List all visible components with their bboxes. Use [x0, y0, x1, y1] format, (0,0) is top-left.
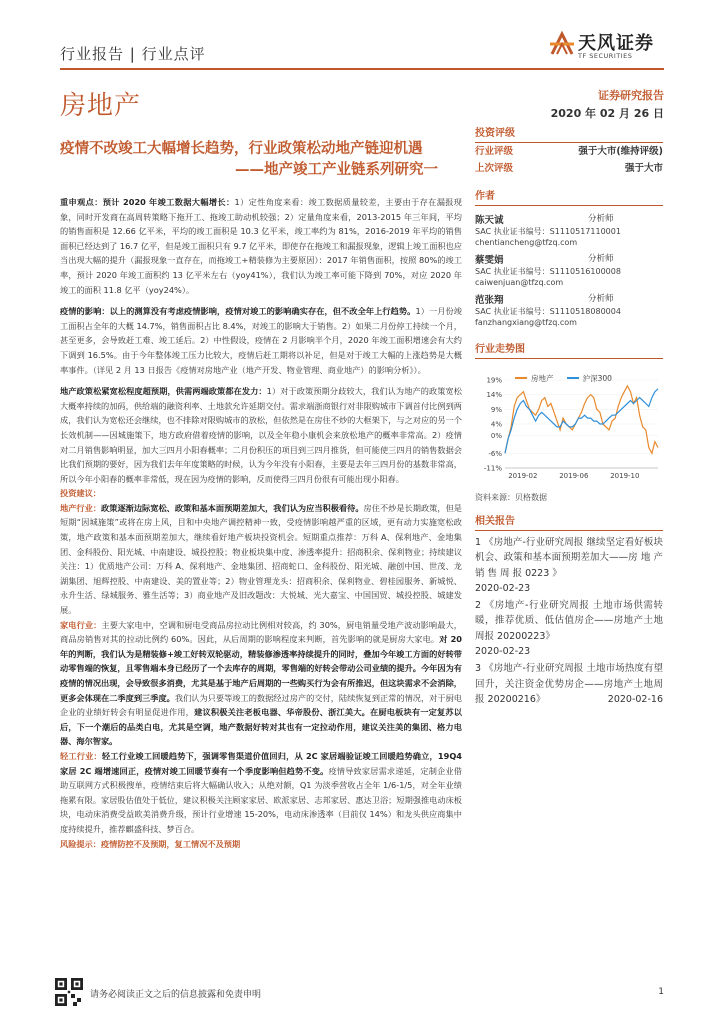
x-tick-label: 2019-10: [610, 472, 640, 480]
risk-text: 风险提示：疫情防控不及预期，复工情况不及预期: [60, 838, 241, 849]
report-body: [60, 195, 462, 858]
related-report-date: 2020-02-23: [475, 582, 531, 594]
lightindustry-bold: 轻工行业竣工回暖趋势下，强调零售渠道价值回归，从 2C 家居端验证竣工回暖趋势确立，19Q4 家居 2C 端增速回正，疫情对竣工回暖节奏有一个季度影响但趋势不变。: [60, 750, 462, 776]
rating-heading: 投资评级: [475, 128, 515, 139]
report-title: 疫情不改竣工大幅增长趋势，行业政策松动地产链迎机遇: [60, 141, 423, 157]
tf-logo-icon: [548, 30, 576, 60]
core-view-text: 1）定性角度来看：竣工数据质量较差，主要由于存在漏报现象，同时开发商在高周转策略下拖开工、拖竣工助动机较强；2）定量角度来看，2013-2015 年三年间，平均的销售面积是 12.66 亿平米，平均的竣工面积是 10.3 亿平米，竣工率约为 81%，2016-2019 年平均的销售面积已经达到了 16.7 亿平，但是竣工面积只有 9.7 亿平米，即使存在拖竣工和漏报现象，逻辑上竣工面积也应当出现大幅的提升（漏报现象一直存在，而拖竣工+精装修为主要原因）：2017 年销售面积，按照 80%的竣工率，预计 2020 年竣工面积约 13 亿平米左右（yoy41%），我们认为竣工率可能下降到 70%，对应 2020 年竣工的面积 11.8 亿平（yoy24%）。: [60, 197, 462, 295]
appliance-bold-a: 对 20 年的判断，我们认为是精装修+竣工好转双轮驱动，精装修渗透率持续提升的同时，叠加今年竣工方面的好转带动零售端的恢复，且零售端本身已经历了一个去库存的周期，零售端的好转会带动公司业绩的提升。今年因为有疫情的情况出现，会导致很多消费，尤其是基于地产后周期的一些购买行为会有所推迟，但这块需求不会消除，更多会体现在二季度到三季度。: [60, 634, 462, 703]
y-tick-label: -6%: [488, 449, 502, 458]
related-section: [475, 512, 663, 709]
policy-text: 1）对于政策预期分歧较大，我们认为地产的政策宽松大概率持续的加码，供给端的融资利率、土地款允许延期交付。需求端浙商银行对非限购城市下调首付比例到两成，我们认为宽松还会继续，也不排除对限购城市的放松，但依然是在房住不炒的大框架下，与之对应的另一个长效机制——因城施策下，地方政府借着疫情的影响，以及全年稳小康机会来放松地产的概率非常高。2）疫情对二月销售影响明显，加大三四月小阳春概率；二月份积压的项目到三四月推货，但可能使三四月的销售数据会比我们预期的要好，因为我们去年年度策略的时候，认为今年没有小阳春，主要是去年三四月份的基数非常高，所以今年小阳春的概率非常低，现在因为疫情的影响，反而使得三四月份很有可能出现小阳春。: [60, 386, 462, 484]
policy-lead: 地产政策松紧宽松程度超预期，供需两端政策都在发力：: [60, 386, 267, 397]
related-report-date: 2020-02-16: [607, 693, 663, 705]
authors-divider: [475, 205, 663, 206]
trend-heading: 行业走势图: [475, 344, 525, 355]
paragraph-realestate: [60, 501, 462, 618]
author-email[interactable]: chentiancheng@tfzq.com: [475, 238, 578, 247]
y-tick-label: 14%: [486, 391, 502, 400]
paragraph-policy: [60, 384, 462, 486]
author-entry: [475, 212, 663, 248]
related-report-date: 2020-02-23: [475, 646, 531, 658]
related-report[interactable]: [475, 535, 663, 596]
industry-rating-row: [475, 143, 663, 160]
industry-rating-label: 行业评级: [475, 146, 514, 157]
realestate-tag: 地产行业：: [60, 502, 102, 513]
paragraph-core-view: [60, 195, 462, 297]
author-email[interactable]: caiwenjuan@tfzq.com: [475, 278, 564, 287]
author-cert: SAC 执业证书编号：S1110517110001: [475, 227, 621, 236]
chart-source: 资料来源：贝格数据: [475, 493, 547, 502]
author-cert: SAC 执业证书编号：S1110518080004: [475, 307, 621, 316]
related-report[interactable]: [475, 598, 663, 659]
previous-rating-label: 上次评级: [475, 163, 514, 174]
rating-section: [475, 124, 663, 177]
lightindustry-tag: 轻工行业：: [60, 750, 102, 761]
company-logo: [548, 28, 668, 68]
author-role: 分析师: [588, 214, 614, 224]
lightindustry-text: 疫情导致家居需求递延，定制企业借助互联网方式积极搜单，疫情结束后将大幅确认收入；从绝对额，Q1 为淡季营收占全年 1/6-1/5，对全年业绩拖累有限。家居股估值处于低位，建议积极关注顾家家居、欧派家居、志邦家居、惠达卫浴；短期强推电动床板块，电动床消费受益欧美消费升级，预计行业增速 15-20%，电动床渗透率（目前仅 14%）和龙头供应商集中度持续提升，推荐麒盛科技、梦百合。: [60, 765, 462, 834]
author-role: 分析师: [588, 294, 614, 304]
y-tick-label: 19%: [486, 376, 502, 385]
paragraph-appliance: [60, 618, 462, 749]
related-report[interactable]: [475, 661, 663, 707]
author-entry: [475, 252, 663, 288]
appliance-text-a: 主要大家电中，空调和厨电受商品房拉动比例相对较高，约 30%，厨电销量受地产波动影响最大，商品房销售对其的拉动比例约 60%。因此，从后周期的影响程度来判断，首先影响的就是厨房大家电。: [60, 619, 462, 645]
report-category: 行业报告 | 行业点评: [60, 45, 206, 63]
series-line: [505, 389, 658, 454]
appliance-bold-b: 建议积极关注老板电器、华帝股份、浙江美大。在厨电板块有一定复苏以后，下一个潮后的品类白电，尤其是空调，地产数据好转对其也有一定拉动作用，建议关注美的集团、格力电器、海尔智家。: [60, 707, 462, 747]
disclaimer-text: 请务必阅读正文之后的信息披露和免责申明: [90, 990, 262, 1000]
x-tick-label: 2019-02: [508, 472, 538, 480]
x-tick-label: 2019-06: [559, 472, 589, 480]
logo-text: 天风证券: [578, 33, 654, 54]
page-number: 1: [658, 987, 664, 997]
related-divider: [475, 530, 663, 531]
previous-rating-value: 强于大市: [624, 163, 663, 174]
trend-divider: [475, 358, 663, 359]
author-cert: SAC 执业证书编号：S1110516100008: [475, 267, 621, 276]
y-tick-label: 9%: [490, 405, 502, 414]
trend-section: [475, 340, 663, 503]
author-role: 分析师: [588, 254, 614, 264]
report-date: 2020 年 02 月 26 日: [550, 107, 664, 120]
qr-code-icon: [55, 978, 83, 1006]
author-email[interactable]: fanzhangxiang@tfzq.com: [475, 318, 577, 327]
epidemic-lead: 疫情的影响：以上的测算没有考虑疫情影响，疫情对竣工的影响确实存在，但不改全年上行趋势。: [60, 306, 416, 317]
realestate-bold: 政策逐渐边际宽松、政策和基本面预期差加大，我们认为应当积极看待。: [101, 502, 364, 513]
related-report-title: 3 《房地产-行业研究周报 土地市场热度有望回升，关注资金优势房企——房地产土地周报 20200216》: [475, 663, 663, 705]
authors-heading: 作者: [475, 191, 495, 202]
advice-heading: 投资建议：: [60, 488, 101, 499]
industry-rating-value: 强于大市(维持评级): [578, 146, 663, 157]
related-report-title: 1 《房地产-行业研究周报 继续坚定看好板块机会、政策和基本面预期差加大——房 地 产 销 售 周 报 0223 》: [475, 537, 663, 579]
realestate-text: 房住不炒是长期政策，但是短期“因城施策”或将在房上风，目和中央地产调控精神一致，受疫情影响越严重的区域，更有动力实施宽松政策，地产政策和基本面预期差加大，继续看好地产板块投资机会。短期重点推荐：万科 A、保利地产、金地集团、金科股份、阳光城、中南建设、城投控股；物业板块集中度、渗透率提升：招商积余、保利物业；持续建议关注：1）优质地产公司：万科 A、保利地产、金地集团、招商蛇口、金科股份、阳光城、融创中国、世茂、龙湖集团、旭辉控股、中南建设、美的置业等；2）物业管理龙头：招商积余、保利物业、碧桂园服务、新城悦、永升生活、绿城服务、雅生活等；3）商业地产及旧改题改：大悦城、光大嘉宝、中国国贸、城投控股、城建发展。: [60, 502, 462, 616]
logo-subtext: TF SECURITIES: [578, 52, 633, 60]
trend-chart: [475, 376, 663, 486]
appliance-tag: 家电行业：: [60, 619, 102, 630]
paragraph-risk: [60, 837, 462, 852]
sector-title: 房地产: [60, 91, 142, 121]
legend-label: 沪深300: [582, 373, 612, 383]
legend-label: 房地产: [531, 373, 554, 383]
y-tick-label: -11%: [483, 464, 502, 473]
series-line: [505, 386, 658, 453]
author-name: 蔡雯娟: [475, 255, 504, 266]
header-divider: [60, 68, 664, 70]
y-tick-label: 4%: [490, 420, 502, 429]
appliance-text-b: 我们认为只要等竣工的数据经过房产的交付，陆续恢复到正常的情况，对于厨电企业的业绩好转会有明显促进作用，: [60, 692, 462, 718]
epidemic-text: 1）一月份竣工面积占全年的大概 14.7%，销售面积占比 8.4%，对竣工的影响大于销售。2）如果二月份停工持续一个月，甚至更多，会导致赶工难、竣工延后。2）中性假设，疫情在 2 月影响半个月，2020 年竣工面积增速会有大约下调到 16.5%。由于今年整体竣工压力比较大，疫情后赶工期将以补足，但是对于竣工大幅的上涨趋势是大概率事件。（详见 2 月 13 日报告《疫情对房地产业（地产开发、物业管理、商业地产）的影响分析》）。: [60, 306, 462, 375]
core-view-lead: 重申观点：预计 2020 年竣工数据大幅增长：: [60, 197, 235, 207]
previous-rating-row: [475, 160, 663, 177]
author-entry: [475, 292, 663, 328]
author-name: 陈天诚: [475, 215, 504, 226]
y-tick-label: 0%: [490, 432, 502, 441]
paragraph-lightindustry: [60, 749, 462, 837]
related-report-title: 2 《房地产-行业研究周报 土地市场供需转暖，推荐优质、低估值房企——房地产土地周报 20200223》: [475, 600, 663, 642]
report-type: 证券研究报告: [598, 89, 664, 102]
related-heading: 相关报告: [475, 516, 515, 527]
author-name: 范张翔: [475, 295, 504, 306]
report-subtitle: ——地产竣工产业链系列研究一: [235, 162, 438, 178]
paragraph-epidemic: [60, 304, 462, 377]
authors-section: [475, 187, 663, 328]
